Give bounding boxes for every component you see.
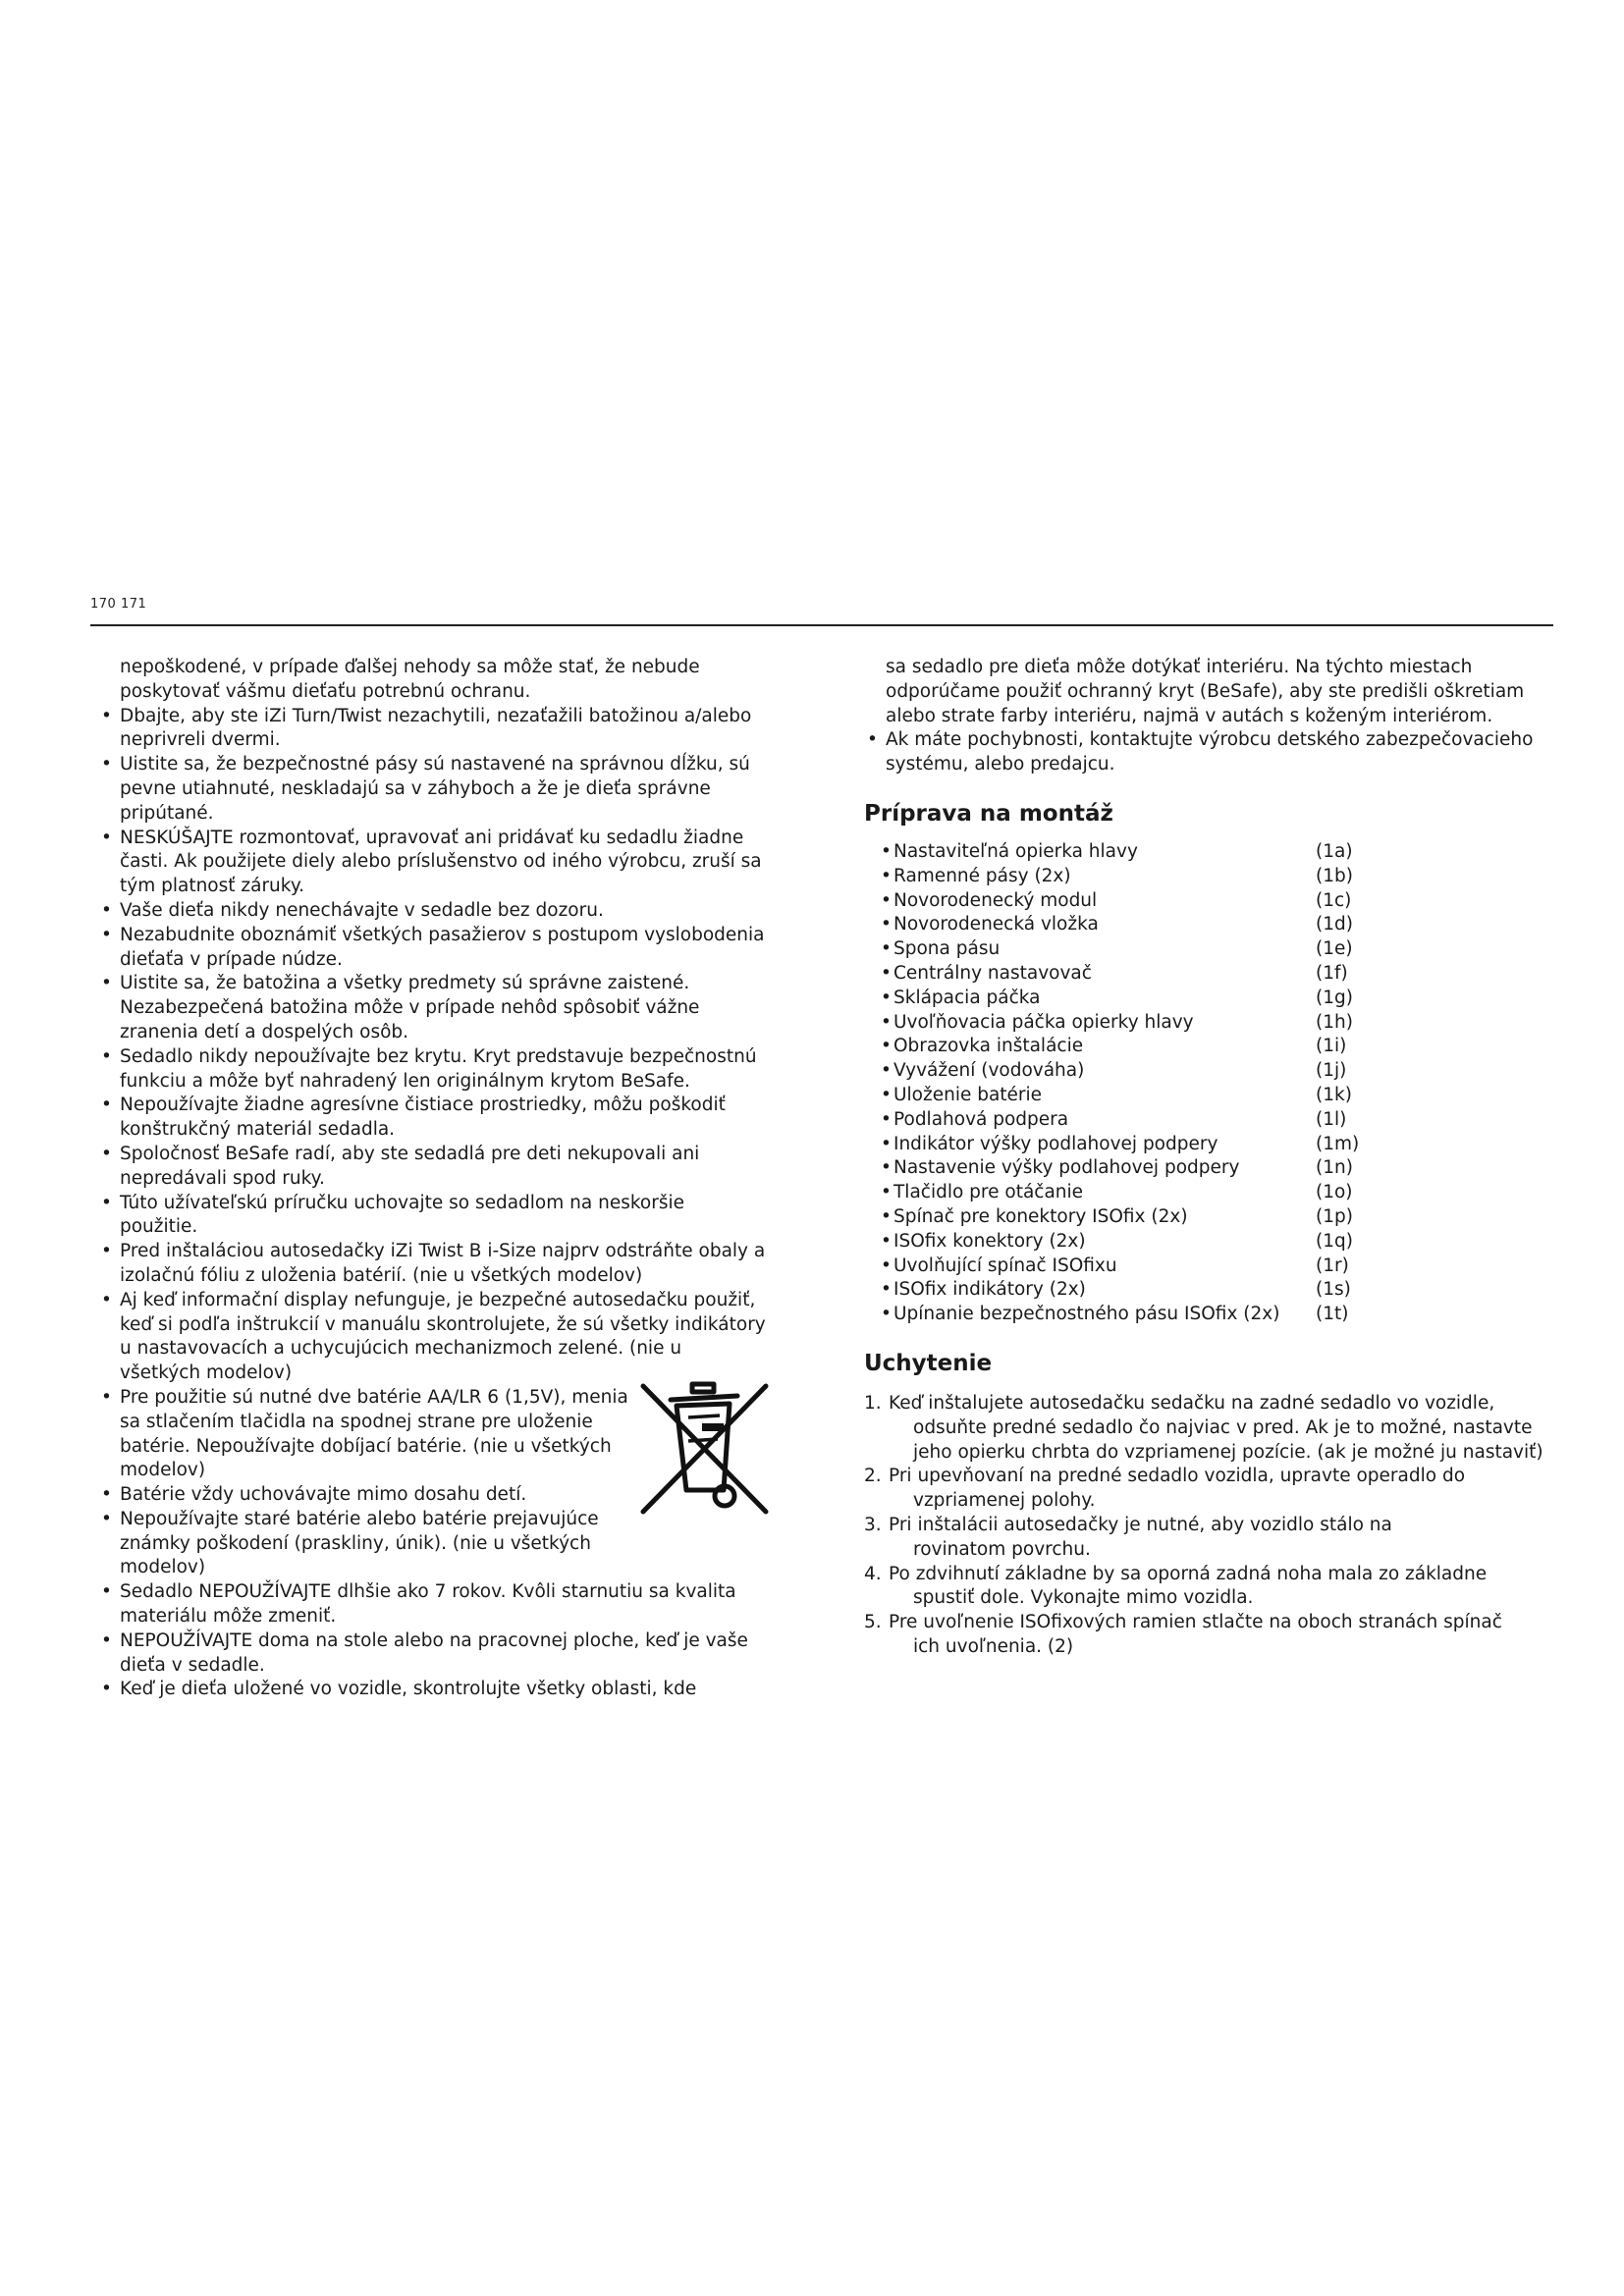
- part-code: (1c): [1316, 889, 1352, 911]
- list-item: • Dbajte, aby ste iZi Turn/Twist nezachytili, nezaťažili batožinou a/alebo neprivreli dvermi.: [98, 705, 766, 754]
- page-numbers: 170 171: [90, 597, 147, 612]
- part-name: Centrálny nastavovač: [893, 962, 1092, 984]
- list-item: • Aj keď informační display nefunguje, je bezpečné autosedačku použiť, keď si podľa inštrukcií v manuálu skontrolujete, že sú všetky indikátory u nastavovacích a uchycujúcich mechanizmoch zelené. (nie u všetkých modelov): [98, 1289, 766, 1386]
- part-code: (1m): [1316, 1133, 1360, 1154]
- part-code: (1g): [1316, 987, 1353, 1008]
- part-name: Spona pásu: [893, 938, 1001, 960]
- part-code: (1f): [1316, 962, 1348, 984]
- part-name: Nastavenie výšky podlahovej podpery: [893, 1157, 1240, 1179]
- step-first-line: Pre uvoľnenie ISOfixových ramien stlačte na oboch stranách spínač: [889, 1612, 1502, 1633]
- step-item: [864, 1514, 1551, 1563]
- step-number: 4.: [864, 1563, 882, 1584]
- list-item: • Ak máte pochybnosti, kontaktujte výrobcu detského zabezpečovacieho systému, alebo predajcu.: [864, 728, 1551, 777]
- part-code: (1a): [1316, 840, 1353, 862]
- steps-list: [864, 1392, 1551, 1660]
- step-item: [864, 1611, 1551, 1660]
- header-rule: [90, 624, 1553, 626]
- heading-priprava: Príprava na montáž: [864, 800, 1113, 827]
- list-item: • Spoločnosť BeSafe radí, aby ste sedadlá pre deti nekupovali ani nepredávali spod ruky.: [98, 1143, 766, 1192]
- part-name: Nastaviteľná opierka hlavy: [893, 840, 1138, 862]
- part-code: (1p): [1316, 1205, 1353, 1227]
- list-item: • Túto užívateľskú príručku uchovajte so sedadlom na neskoršie použitie.: [98, 1192, 766, 1241]
- part-item: [864, 1205, 1551, 1230]
- part-code: (1b): [1316, 865, 1353, 886]
- part-code: (1q): [1316, 1230, 1353, 1252]
- list-item: • NESKÚŠAJTE rozmontovať, upravovať ani pridávať ku sedadlu žiadne časti. Ak použijete diely alebo príslušenstvo od iného výrobcu, zruší sa tým platnosť záruky.: [98, 827, 766, 899]
- part-name: Sklápacia páčka: [893, 987, 1041, 1008]
- part-item: [864, 840, 1551, 865]
- part-item: [864, 1156, 1551, 1181]
- step-number: 1.: [864, 1392, 882, 1414]
- part-code: (1o): [1316, 1182, 1353, 1203]
- list-item: • Sedadlo nikdy nepoužívajte bez krytu. Kryt predstavuje bezpečnostnú funkciu a môže byť nahradený len originálnym krytom BeSafe.: [98, 1045, 766, 1095]
- part-item: [864, 987, 1551, 1011]
- part-code: (1k): [1316, 1084, 1352, 1105]
- list-item: • Nezabudnite oboznámiť všetkých pasažierov s postupom vyslobodenia dieťaťa v prípade núdze.: [98, 924, 766, 973]
- list-item: • NEPOUŽÍVAJTE doma na stole alebo na pracovnej ploche, keď je vaše dieťa v sedadle.: [98, 1629, 766, 1679]
- step-number: 5.: [864, 1612, 882, 1633]
- part-name: Uvolňující spínač ISOfixu: [893, 1255, 1117, 1276]
- list-item: • Uistite sa, že bezpečnostné pásy sú nastavené na správnou dĺžku, sú pevne utiahnuté, neskladajú sa v záhyboch a že je dieťa správne pripútané.: [98, 753, 766, 826]
- part-name: Tlačidlo pre otáčanie: [893, 1182, 1084, 1203]
- part-item: [864, 1278, 1551, 1303]
- list-item: • Pred inštaláciou autosedačky iZi Twist B i-Size najprv odstráňte obaly a izolačnú fóliu z uloženia batérií. (nie u všetkých modelov): [98, 1240, 766, 1289]
- part-code: (1r): [1316, 1255, 1349, 1276]
- parts-list: [864, 840, 1551, 1327]
- step-item: [864, 1392, 1551, 1465]
- part-name: Vyvážení (vodováha): [893, 1060, 1085, 1082]
- part-item: [864, 889, 1551, 914]
- part-item: [864, 1303, 1551, 1327]
- part-code: (1i): [1316, 1036, 1347, 1057]
- part-name: Podlahová podpera: [893, 1108, 1069, 1130]
- step-continuation: vzpriamenej polohy.: [913, 1490, 1096, 1512]
- part-code: (1h): [1316, 1011, 1353, 1033]
- part-item: [864, 1133, 1551, 1157]
- part-item: [864, 1011, 1551, 1036]
- crossed-out-wheelie-bin-icon: [633, 1374, 776, 1522]
- part-name: Upínanie bezpečnostného pásu ISOfix (2x): [893, 1304, 1280, 1325]
- continued-safety-list: [864, 656, 1551, 777]
- step-first-line: Keď inštalujete autosedačku sedačku na zadné sedadlo vo vozidle,: [889, 1392, 1495, 1414]
- part-item: [864, 1108, 1551, 1133]
- list-item: • Pre použitie sú nutné dve batérie AA/LR 6 (1,5V), menia sa stlačením tlačidla na spodnej strane pre uloženie batérie. Nepoužívajte dobíjací batérie. (nie u všetkých modelov): [98, 1386, 635, 1483]
- step-first-line: Po zdvihnutí základne by sa oporná zadná noha mala zo základne: [889, 1563, 1488, 1584]
- list-item: • Nepoužívajte žiadne agresívne čistiace prostriedky, môžu poškodiť konštrukčný materiál sedadla.: [98, 1094, 766, 1143]
- list-item: • Vaše dieťa nikdy nenechávajte v sedadle bez dozoru.: [98, 899, 766, 924]
- part-code: (1d): [1316, 914, 1353, 935]
- part-name: Novorodenecký modul: [893, 889, 1098, 911]
- step-first-line: Pri inštalácii autosedačky je nutné, aby vozidlo stálo na: [889, 1514, 1392, 1535]
- step-continuation: ich uvoľnenia. (2): [913, 1635, 1074, 1657]
- step-item: [864, 1465, 1551, 1514]
- right-column: [864, 656, 1551, 1660]
- part-code: (1t): [1316, 1304, 1349, 1325]
- safety-list: [98, 656, 766, 1702]
- intro-continuation: nepoškodené, v prípade ďalšej nehody sa môže stať, že nebude poskytovať vášmu dieťaťu potrebnú ochranu.: [120, 657, 700, 702]
- part-item: [864, 1035, 1551, 1059]
- step-continuation: spustiť dole. Vykonajte mimo vozidla.: [913, 1587, 1254, 1609]
- heading-uchytenie: Uchytenie: [864, 1350, 993, 1376]
- part-item: [864, 937, 1551, 962]
- part-code: (1j): [1316, 1060, 1347, 1082]
- part-item: [864, 1059, 1551, 1084]
- left-column: [98, 656, 766, 1702]
- part-name: Novorodenecká vložka: [893, 914, 1099, 935]
- step-continuation: odsuňte predné sedadlo čo najviac v pred. Ak je to možné, nastavte jeho opierku chrbta do vzpriamenej pozície. (ak je možné ju nastaviť): [913, 1416, 1543, 1463]
- list-item: • Keď je dieťa uložené vo vozidle, skontrolujte všetky oblasti, kde: [98, 1678, 766, 1702]
- part-item: [864, 865, 1551, 889]
- list-item: • Sedadlo NEPOUŽÍVAJTE dlhšie ako 7 rokov. Kvôli starnutiu sa kvalita materiálu môže zmeniť.: [98, 1580, 766, 1629]
- step-continuation: rovinatom povrchu.: [913, 1538, 1091, 1560]
- list-item: • Batérie vždy uchovávajte mimo dosahu detí.: [98, 1483, 635, 1508]
- part-name: Uvoľňovacia páčka opierky hlavy: [893, 1011, 1194, 1033]
- part-name: Spínač pre konektory ISOfix (2x): [893, 1205, 1188, 1227]
- part-code: (1s): [1316, 1279, 1351, 1301]
- step-first-line: Pri upevňovaní na predné sedadlo vozidla, upravte operadlo do: [889, 1466, 1466, 1487]
- step-number: 3.: [864, 1514, 882, 1535]
- part-code: (1l): [1316, 1108, 1347, 1130]
- part-code: (1n): [1316, 1157, 1353, 1179]
- part-item: [864, 1255, 1551, 1279]
- step-item: [864, 1563, 1551, 1612]
- part-item: [864, 913, 1551, 937]
- part-name: Indikátor výšky podlahovej podpery: [893, 1133, 1218, 1154]
- part-name: Ramenné pásy (2x): [893, 865, 1071, 886]
- continuation-text: sa sedadlo pre dieťa môže dotýkať interiéru. Na týchto miestach odporúčame použiť ochranný kryt (BeSafe), aby ste predišli oškretiam alebo strate farby interiéru, najmä v autách s koženým interiérom.: [886, 657, 1525, 726]
- part-code: (1e): [1316, 938, 1353, 960]
- part-item: [864, 1084, 1551, 1108]
- part-name: ISOfix konektory (2x): [893, 1230, 1086, 1252]
- part-item: [864, 962, 1551, 987]
- part-item: [864, 1181, 1551, 1205]
- part-name: ISOfix indikátory (2x): [893, 1279, 1086, 1301]
- list-item: • Nepoužívajte staré batérie alebo batérie prejavujúce známky poškodení (praskliny, únik). (nie u všetkých modelov): [98, 1508, 635, 1580]
- part-name: Uloženie batérie: [893, 1084, 1043, 1105]
- part-name: Obrazovka inštalácie: [893, 1036, 1084, 1057]
- step-number: 2.: [864, 1466, 882, 1487]
- list-item: • Uistite sa, že batožina a všetky predmety sú správne zaistené. Nezabezpečená batožina môže v prípade nehôd spôsobiť vážne zranenia detí a dospelých osôb.: [98, 972, 766, 1044]
- part-item: [864, 1230, 1551, 1255]
